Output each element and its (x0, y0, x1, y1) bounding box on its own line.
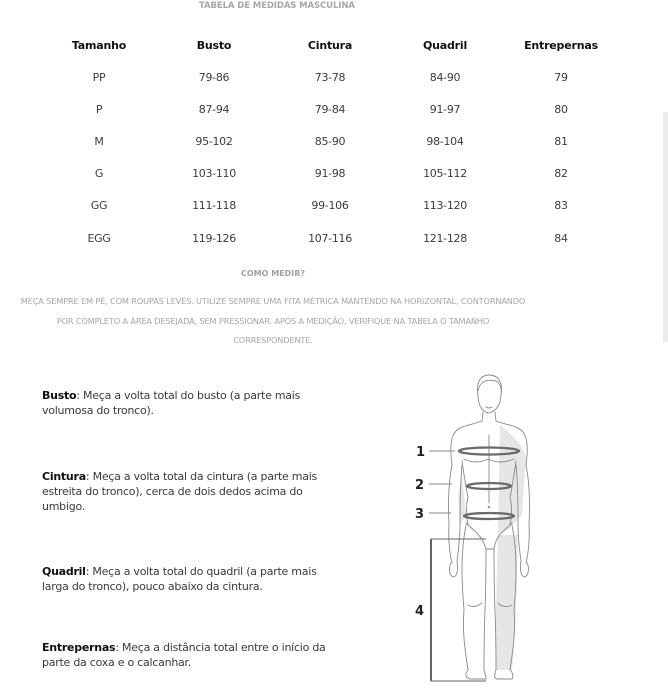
body-measurement-diagram (400, 365, 580, 684)
figure-label-1: 1 (416, 445, 426, 460)
description-busto (42, 388, 332, 418)
cell-cintura: 73-78 (314, 71, 346, 84)
cell-size: M (94, 135, 104, 148)
body-figure-icon (400, 365, 580, 684)
column-header-tamanho: Tamanho (71, 39, 127, 52)
cell-quadril: 105-112 (423, 167, 467, 180)
cell-size: EGG (87, 232, 111, 245)
cell-quadril: 84-90 (429, 71, 461, 84)
page-title: TABELA DE MEDIDAS MASCULINA (199, 1, 355, 11)
cell-entrepernas: 84 (554, 232, 568, 245)
cell-entrepernas: 83 (554, 199, 568, 212)
cell-entrepernas: 81 (554, 135, 568, 148)
how-to-measure-title: COMO MEDIR? (240, 269, 306, 278)
scrollbar[interactable] (663, 112, 668, 342)
cell-cintura: 107-116 (308, 232, 352, 245)
cell-quadril: 113-120 (423, 199, 467, 212)
description-cintura (42, 469, 332, 514)
cell-busto: 103-110 (192, 167, 236, 180)
cell-cintura: 91-98 (314, 167, 346, 180)
description-text: : Meça a volta total da cintura (a parte mais estreita do tronco), cerca de dois dedos acima do umbigo. (42, 470, 318, 513)
cell-size: PP (92, 71, 106, 84)
cell-quadril: 121-128 (423, 232, 467, 245)
cell-cintura: 99-106 (311, 199, 349, 212)
description-term: Quadril (42, 565, 86, 578)
description-text: : Meça a volta total do quadril (a parte mais larga do tronco), pouco abaixo da cintura. (42, 565, 317, 593)
cell-cintura: 85-90 (314, 135, 346, 148)
cell-quadril: 91-97 (429, 103, 461, 116)
cell-entrepernas: 79 (554, 71, 568, 84)
cell-busto: 119-126 (192, 232, 236, 245)
description-text: : Meça a distância total entre o início da parte da coxa e o calcanhar. (42, 641, 326, 669)
cell-size: GG (90, 199, 108, 212)
description-entrepernas (42, 640, 332, 670)
column-header-busto: Busto (196, 39, 232, 52)
description-term: Busto (42, 389, 77, 402)
column-header-quadril: Quadril (422, 39, 468, 52)
description-text: : Meça a volta total do busto (a parte mais volumosa do tronco). (42, 389, 301, 417)
cell-busto: 111-118 (192, 199, 236, 212)
cell-busto: 95-102 (195, 135, 233, 148)
cell-quadril: 98-104 (426, 135, 464, 148)
figure-label-4: 4 (415, 604, 425, 619)
cell-size: P (95, 103, 103, 116)
description-term: Entrepernas (42, 641, 116, 654)
cell-entrepernas: 82 (554, 167, 568, 180)
column-header-entrepernas: Entrepernas (524, 39, 598, 52)
how-to-measure-text: MEÇA SEMPRE EM PÉ, COM ROUPAS LEVES. UTILIZE SEMPRE UMA FITA MÉTRICA MANTENDO NA HORIZONTAL, CONTORNANDO POR COMPLETO A ÁREA DESEJADA, SEM PRESSIONAR. APÓS A MEDIÇÃO, VERIFIQUE NA TABELA O TAMANHO CORRESPONDENTE. (20, 296, 526, 345)
cell-cintura: 79-84 (314, 103, 346, 116)
figure-label-3: 3 (415, 507, 425, 522)
column-header-cintura: Cintura (307, 39, 353, 52)
description-term: Cintura (42, 470, 86, 483)
figure-label-2: 2 (415, 478, 425, 493)
description-quadril (42, 564, 332, 594)
cell-busto: 79-86 (198, 71, 230, 84)
cell-busto: 87-94 (198, 103, 230, 116)
cell-size: G (94, 167, 104, 180)
cell-entrepernas: 80 (554, 103, 568, 116)
